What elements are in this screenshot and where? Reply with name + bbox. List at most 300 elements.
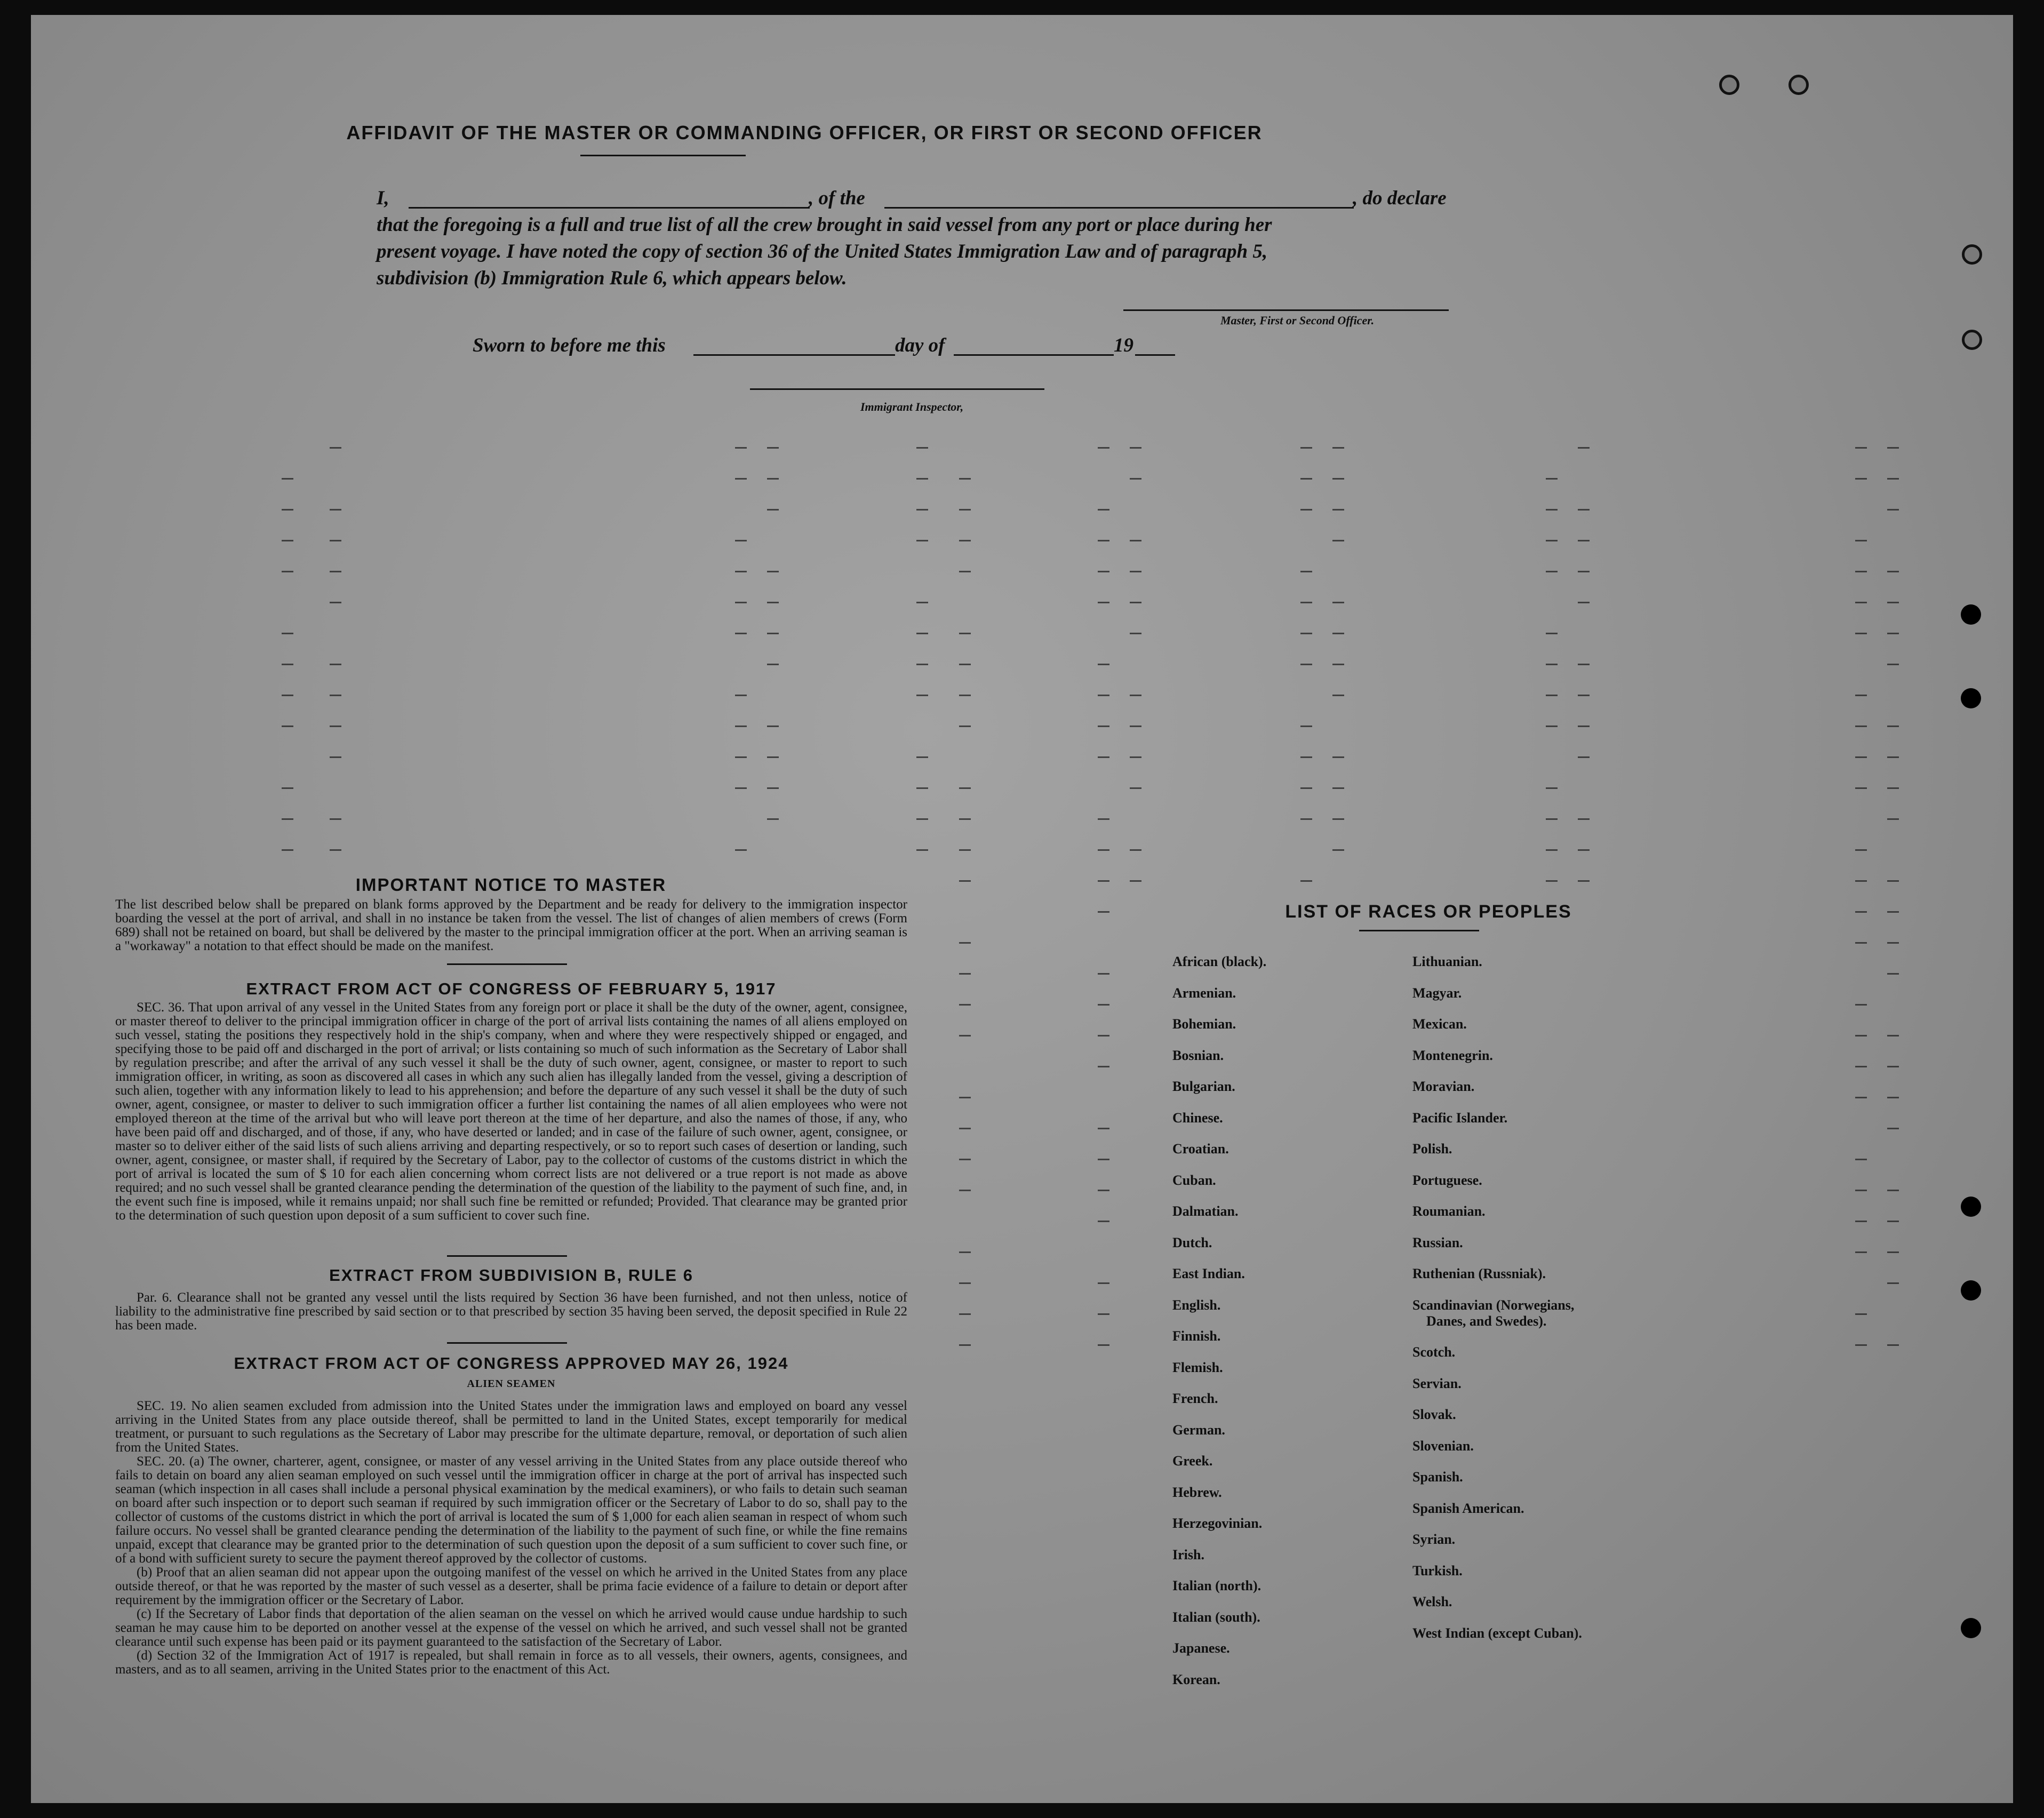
blank-entry-mark bbox=[1887, 571, 1899, 572]
blank-entry-mark bbox=[1546, 787, 1558, 789]
blank-entry-mark bbox=[1300, 725, 1312, 727]
race-item: Korean. bbox=[1172, 1671, 1220, 1687]
blank-entry-mark bbox=[735, 602, 747, 603]
blank-entry-mark bbox=[1300, 571, 1312, 572]
race-item: Cuban. bbox=[1172, 1172, 1216, 1188]
race-item: Irish. bbox=[1172, 1546, 1204, 1562]
blank-entry-mark bbox=[916, 664, 928, 665]
affidavit-line2: that the foregoing is a full and true list of all the crew brought in said vessel from any port or place during her bbox=[377, 214, 1272, 236]
race-item: Hebrew. bbox=[1172, 1484, 1222, 1500]
blank-entry-mark bbox=[916, 818, 928, 820]
blank-entry-mark bbox=[1887, 1221, 1899, 1222]
race-item: Pacific Islander. bbox=[1412, 1110, 1508, 1126]
blank-entry-mark bbox=[1578, 756, 1590, 758]
blank-entry-mark bbox=[282, 540, 293, 541]
blank-entry-mark bbox=[959, 1097, 971, 1098]
blank-entry-mark bbox=[282, 664, 293, 665]
blank-entry-mark bbox=[1300, 478, 1312, 480]
blank-entry-mark bbox=[1855, 1221, 1867, 1222]
blank-entry-mark bbox=[330, 447, 341, 449]
blank-entry-mark bbox=[1098, 911, 1109, 913]
blank-entry-mark bbox=[1098, 725, 1109, 727]
blank-entry-mark bbox=[1300, 756, 1312, 758]
name-blank-line bbox=[409, 207, 810, 209]
race-item: Ruthenian (Russniak). bbox=[1412, 1266, 1546, 1281]
race-item: Greek. bbox=[1172, 1453, 1213, 1469]
blank-entry-mark bbox=[959, 1004, 971, 1006]
blank-entry-mark bbox=[1578, 695, 1590, 696]
blank-entry-mark bbox=[1887, 1190, 1899, 1191]
blank-entry-mark bbox=[1887, 1344, 1899, 1346]
blank-entry-mark bbox=[1887, 1128, 1899, 1129]
race-item: Slovak. bbox=[1412, 1407, 1456, 1422]
blank-entry-mark bbox=[959, 1159, 971, 1160]
extract-1924-body bbox=[115, 1399, 907, 1677]
blank-entry-mark bbox=[1546, 880, 1558, 882]
race-item: Spanish American. bbox=[1412, 1500, 1524, 1516]
subdivision-title: EXTRACT FROM SUBDIVISION B, RULE 6 bbox=[329, 1266, 693, 1285]
blank-entry-mark bbox=[959, 942, 971, 944]
race-item: Dalmatian. bbox=[1172, 1203, 1239, 1219]
blank-entry-mark bbox=[1887, 880, 1899, 882]
blank-entry-mark bbox=[1887, 973, 1899, 975]
blank-entry-mark bbox=[1578, 880, 1590, 882]
race-item: Bohemian. bbox=[1172, 1016, 1236, 1032]
blank-entry-mark bbox=[1332, 447, 1344, 449]
blank-entry-mark bbox=[1578, 509, 1590, 511]
blank-entry-mark bbox=[1546, 695, 1558, 696]
blank-entry-mark bbox=[330, 540, 341, 541]
race-item: Spanish. bbox=[1412, 1469, 1463, 1485]
blank-entry-mark bbox=[1130, 880, 1141, 882]
blank-entry-mark bbox=[1887, 818, 1899, 820]
blank-entry-mark bbox=[959, 725, 971, 727]
blank-entry-mark bbox=[735, 447, 747, 449]
sworn-year-prefix: 19 bbox=[1114, 334, 1133, 356]
binder-hole bbox=[1961, 1618, 1981, 1638]
blank-entry-mark bbox=[959, 849, 971, 851]
blank-entry-mark bbox=[1855, 1344, 1867, 1346]
blank-entry-mark bbox=[1546, 664, 1558, 665]
extract-1924-title: EXTRACT FROM ACT OF CONGRESS APPROVED MAY 26, 1924 bbox=[234, 1354, 789, 1373]
blank-entry-mark bbox=[1130, 633, 1141, 634]
blank-entry-mark bbox=[1130, 447, 1141, 449]
blank-entry-mark bbox=[282, 849, 293, 851]
blank-entry-mark bbox=[1130, 540, 1141, 541]
affidavit-line4: subdivision (b) Immigration Rule 6, which appears below. bbox=[377, 267, 847, 289]
blank-entry-mark bbox=[1098, 849, 1109, 851]
blank-entry-mark bbox=[916, 602, 928, 603]
affidavit-i: I, bbox=[377, 187, 389, 209]
blank-entry-mark bbox=[1098, 1004, 1109, 1006]
binder-hole bbox=[1961, 1197, 1981, 1217]
blank-entry-mark bbox=[1098, 602, 1109, 603]
blank-entry-mark bbox=[1855, 633, 1867, 634]
blank-entry-mark bbox=[959, 633, 971, 634]
inspector-label: Immigrant Inspector, bbox=[860, 400, 964, 413]
blank-entry-mark bbox=[1578, 725, 1590, 727]
subdivision-body: Par. 6. Clearance shall not be granted any vessel until the lists required by Section 36 have been furnished, and not then unless, notice of liability to the administrative fine prescribed by said section or to that prescribed by section 35 having been served, the deposit specified in Rule 22 has been made. bbox=[115, 1290, 907, 1333]
race-item: Roumanian. bbox=[1412, 1203, 1486, 1219]
blank-entry-mark bbox=[767, 818, 779, 820]
blank-entry-mark bbox=[767, 602, 779, 603]
blank-entry-mark bbox=[330, 509, 341, 511]
sworn-prefix: Sworn to before me this bbox=[473, 334, 666, 356]
blank-entry-mark bbox=[767, 756, 779, 758]
blank-entry-mark bbox=[1855, 725, 1867, 727]
blank-entry-mark bbox=[1546, 849, 1558, 851]
notice-body: The list described below shall be prepared on blank forms approved by the Department and be ready for delivery to the immigration inspector boarding the vessel at the port of arrival, and shall in no instance be taken from the vessel. The list of changes of alien members of crews (Form 689) shall not be retained on board, but shall be delivered by the master to the principal immigration officer at the port. When an arriving seaman is a "workaway" a notation to that effect should be made on the manifest. bbox=[115, 897, 907, 953]
blank-entry-mark bbox=[916, 447, 928, 449]
blank-entry-mark bbox=[1332, 633, 1344, 634]
blank-entry-mark bbox=[330, 602, 341, 603]
race-item: Portuguese. bbox=[1412, 1172, 1482, 1188]
blank-entry-mark bbox=[1855, 571, 1867, 572]
blank-entry-mark bbox=[1855, 756, 1867, 758]
blank-entry-mark bbox=[282, 633, 293, 634]
blank-entry-mark bbox=[959, 1190, 971, 1191]
race-item: African (black). bbox=[1172, 954, 1267, 969]
blank-entry-mark bbox=[767, 478, 779, 480]
blank-entry-mark bbox=[1098, 1190, 1109, 1191]
blank-entry-mark bbox=[1300, 447, 1312, 449]
blank-entry-mark bbox=[1578, 664, 1590, 665]
blank-entry-mark bbox=[1546, 818, 1558, 820]
blank-entry-mark bbox=[1546, 571, 1558, 572]
blank-entry-mark bbox=[735, 571, 747, 572]
race-item: West Indian (except Cuban). bbox=[1412, 1625, 1582, 1641]
blank-entry-mark bbox=[1887, 1097, 1899, 1098]
blank-entry-mark bbox=[1098, 571, 1109, 572]
blank-entry-mark bbox=[1098, 1035, 1109, 1036]
race-item: Chinese. bbox=[1172, 1110, 1223, 1126]
sec-20a-paragraph: SEC. 20. (a) The owner, charterer, agent, consignee, or master of any vessel arriving in the United States from any place outside thereof who fails to detain on board any alien seaman employed on such vessel until the immigration officer in charge at the port of arrival has inspected such seaman (which inspection in all cases shall include a personal physical examination by the medical examiners), or who fails to detain such seaman on board after such inspection or to deport such seaman if required by such immigration officer or the Secretary of Labor to do so, shall pay to the collector of customs of the customs district in which the port of arrival is located the sum of $ 1,000 for each alien seaman in respect of whom such failure occurs. No vessel shall be granted clearance pending the determination of the liability to the payment of such fine, or while the fine remains unpaid, except that clearance may be granted prior to the determination of such question upon the deposit of a sum sufficient to cover such fine, or of a bond with sufficient surety to secure the payment thereof approved by the collector of customs. bbox=[115, 1454, 907, 1566]
race-item: Russian. bbox=[1412, 1234, 1463, 1250]
blank-entry-mark bbox=[959, 1282, 971, 1284]
blank-entry-mark bbox=[959, 664, 971, 665]
blank-entry-mark bbox=[1546, 633, 1558, 634]
blank-entry-mark bbox=[1130, 571, 1141, 572]
race-item: Scandinavian (Norwegians, Danes, and Swedes). bbox=[1412, 1297, 1575, 1329]
blank-entry-mark bbox=[916, 478, 928, 480]
blank-entry-mark bbox=[735, 849, 747, 851]
blank-entry-mark bbox=[735, 478, 747, 480]
race-item: Magyar. bbox=[1412, 985, 1462, 1001]
divider bbox=[447, 963, 567, 965]
race-item: Welsh. bbox=[1412, 1594, 1452, 1609]
affidavit-title: AFFIDAVIT OF THE MASTER OR COMMANDING OFFICER, OR FIRST OR SECOND OFFICER bbox=[346, 122, 1263, 143]
blank-entry-mark bbox=[1098, 818, 1109, 820]
blank-entry-mark bbox=[916, 633, 928, 634]
race-item: Dutch. bbox=[1172, 1234, 1212, 1250]
race-item: Lithuanian. bbox=[1412, 954, 1482, 969]
blank-entry-mark bbox=[916, 849, 928, 851]
blank-entry-mark bbox=[1332, 602, 1344, 603]
blank-entry-mark bbox=[735, 540, 747, 541]
extract-1924-subtitle: ALIEN SEAMEN bbox=[467, 1378, 556, 1390]
blank-entry-mark bbox=[1855, 695, 1867, 696]
blank-entry-mark bbox=[959, 880, 971, 882]
race-item: Italian (north). bbox=[1172, 1578, 1261, 1593]
blank-entry-mark bbox=[1098, 1128, 1109, 1129]
master-signature-line bbox=[1123, 309, 1449, 311]
blank-entry-mark bbox=[1855, 942, 1867, 944]
blank-entry-mark bbox=[1855, 1097, 1867, 1098]
blank-entry-mark bbox=[1578, 602, 1590, 603]
blank-entry-mark bbox=[1300, 602, 1312, 603]
blank-entry-mark bbox=[1098, 880, 1109, 882]
blank-entry-mark bbox=[959, 540, 971, 541]
race-item: Armenian. bbox=[1172, 985, 1236, 1001]
divider bbox=[447, 1342, 567, 1344]
blank-entry-mark bbox=[1887, 725, 1899, 727]
blank-entry-mark bbox=[282, 509, 293, 511]
blank-entry-mark bbox=[1887, 942, 1899, 944]
blank-entry-mark bbox=[282, 818, 293, 820]
sec-20d-paragraph: (d) Section 32 of the Immigration Act of 1917 is repealed, but shall remain in force as to all vessels, their owners, agents, consignees, and masters, and as to all seamen, arriving in the United States prior to the enactment of this Act. bbox=[115, 1648, 907, 1677]
blank-entry-mark bbox=[959, 571, 971, 572]
blank-entry-mark bbox=[959, 818, 971, 820]
blank-entry-mark bbox=[282, 695, 293, 696]
inspector-signature-line bbox=[750, 388, 1044, 390]
blank-entry-mark bbox=[1098, 1066, 1109, 1067]
blank-entry-mark bbox=[1098, 1344, 1109, 1346]
blank-entry-mark bbox=[916, 695, 928, 696]
blank-entry-mark bbox=[767, 571, 779, 572]
blank-entry-mark bbox=[767, 633, 779, 634]
blank-entry-mark bbox=[1332, 540, 1344, 541]
race-item: Syrian. bbox=[1412, 1532, 1456, 1547]
blank-entry-mark bbox=[1098, 1221, 1109, 1222]
blank-entry-mark bbox=[1098, 509, 1109, 511]
blank-entry-mark bbox=[767, 787, 779, 789]
race-item: Croatian. bbox=[1172, 1141, 1229, 1157]
blank-entry-mark bbox=[1578, 571, 1590, 572]
blank-entry-mark bbox=[1098, 664, 1109, 665]
blank-entry-mark bbox=[1332, 478, 1344, 480]
blank-entry-mark bbox=[1130, 602, 1141, 603]
blank-entry-mark bbox=[1546, 478, 1558, 480]
blank-entry-mark bbox=[1300, 880, 1312, 882]
blank-entry-mark bbox=[1855, 1251, 1867, 1253]
blank-entry-mark bbox=[1855, 1004, 1867, 1006]
binder-hole bbox=[1961, 688, 1981, 708]
blank-entry-mark bbox=[735, 725, 747, 727]
blank-entry-mark bbox=[767, 725, 779, 727]
blank-entry-mark bbox=[959, 1128, 971, 1129]
binder-hole bbox=[1961, 604, 1981, 625]
blank-entry-mark bbox=[1887, 1035, 1899, 1036]
race-item: Finnish. bbox=[1172, 1328, 1221, 1344]
affidavit-declare: , do declare bbox=[1353, 187, 1447, 209]
blank-entry-mark bbox=[959, 509, 971, 511]
blank-entry-mark bbox=[1300, 818, 1312, 820]
blank-entry-mark bbox=[330, 818, 341, 820]
blank-entry-mark bbox=[959, 1313, 971, 1315]
blank-entry-mark bbox=[1855, 540, 1867, 541]
blank-entry-mark bbox=[1887, 509, 1899, 511]
race-item: Moravian. bbox=[1412, 1079, 1475, 1094]
blank-entry-mark bbox=[1887, 447, 1899, 449]
blank-entry-mark bbox=[767, 664, 779, 665]
blank-entry-mark bbox=[1098, 1313, 1109, 1315]
blank-entry-mark bbox=[1887, 633, 1899, 634]
blank-entry-mark bbox=[1332, 849, 1344, 851]
blank-entry-mark bbox=[282, 478, 293, 480]
binder-hole bbox=[1962, 330, 1982, 350]
race-item: Polish. bbox=[1412, 1141, 1452, 1157]
blank-entry-mark bbox=[1578, 818, 1590, 820]
blank-entry-mark bbox=[1887, 1282, 1899, 1284]
blank-entry-mark bbox=[1130, 849, 1141, 851]
blank-entry-mark bbox=[1887, 1251, 1899, 1253]
blank-entry-mark bbox=[916, 756, 928, 758]
race-item: Servian. bbox=[1412, 1375, 1462, 1391]
binder-hole bbox=[1961, 1280, 1981, 1301]
binder-hole bbox=[1962, 244, 1982, 265]
vessel-blank-line bbox=[884, 207, 1354, 209]
blank-entry-mark bbox=[1546, 725, 1558, 727]
divider bbox=[1359, 930, 1479, 931]
blank-entry-mark bbox=[735, 695, 747, 696]
blank-entry-mark bbox=[1130, 756, 1141, 758]
blank-entry-mark bbox=[1887, 478, 1899, 480]
blank-entry-mark bbox=[1130, 787, 1141, 789]
blank-entry-mark bbox=[1098, 540, 1109, 541]
notice-title: IMPORTANT NOTICE TO MASTER bbox=[355, 875, 667, 895]
blank-entry-mark bbox=[959, 695, 971, 696]
blank-entry-mark bbox=[1300, 787, 1312, 789]
master-label: Master, First or Second Officer. bbox=[1220, 314, 1375, 327]
blank-entry-mark bbox=[1332, 787, 1344, 789]
extract-1917-title: EXTRACT FROM ACT OF CONGRESS OF FEBRUARY 5, 1917 bbox=[246, 979, 777, 998]
blank-entry-mark bbox=[1887, 756, 1899, 758]
race-item: French. bbox=[1172, 1391, 1218, 1406]
blank-entry-mark bbox=[1098, 1282, 1109, 1284]
blank-entry-mark bbox=[1578, 447, 1590, 449]
sec-20c-paragraph: (c) If the Secretary of Labor finds that deportation of the alien seaman on the vessel on which he arrived would cause undue hardship to such seaman he may cause him to be deported on another vessel at the expense of the vessel on which he arrived, and such vessel shall not be granted clearance until such expense has been paid or its payment guaranteed to the satisfaction of the Secretary of Labor. bbox=[115, 1607, 907, 1649]
blank-entry-mark bbox=[916, 787, 928, 789]
blank-entry-mark bbox=[959, 973, 971, 975]
blank-entry-mark bbox=[1855, 1190, 1867, 1191]
race-item: Slovenian. bbox=[1412, 1438, 1474, 1454]
blank-entry-mark bbox=[767, 509, 779, 511]
blank-entry-mark bbox=[330, 849, 341, 851]
blank-entry-mark bbox=[1855, 602, 1867, 603]
blank-entry-mark bbox=[1887, 602, 1899, 603]
divider bbox=[447, 1255, 567, 1257]
blank-entry-mark bbox=[959, 787, 971, 789]
blank-entry-mark bbox=[1887, 664, 1899, 665]
race-item: Montenegrin. bbox=[1412, 1047, 1493, 1063]
sworn-day-label: day of bbox=[895, 334, 945, 356]
affidavit-of-the: , of the bbox=[809, 187, 865, 209]
blank-entry-mark bbox=[767, 447, 779, 449]
race-item: Mexican. bbox=[1412, 1016, 1467, 1032]
blank-entry-mark bbox=[959, 478, 971, 480]
blank-entry-mark bbox=[1887, 911, 1899, 913]
blank-entry-mark bbox=[1300, 664, 1312, 665]
blank-entry-mark bbox=[1300, 633, 1312, 634]
races-title: LIST OF RACES OR PEOPLES bbox=[1285, 902, 1572, 922]
blank-entry-mark bbox=[1855, 880, 1867, 882]
blank-entry-mark bbox=[1855, 1066, 1867, 1067]
race-item: Herzegovinian. bbox=[1172, 1516, 1263, 1531]
blank-entry-mark bbox=[1887, 787, 1899, 789]
blank-entry-mark bbox=[1855, 1313, 1867, 1315]
binder-hole bbox=[1788, 75, 1809, 95]
race-item: Turkish. bbox=[1412, 1562, 1463, 1578]
manifest-sheet bbox=[31, 15, 2013, 1803]
blank-entry-mark bbox=[735, 756, 747, 758]
race-item: Flemish. bbox=[1172, 1359, 1223, 1375]
blank-entry-mark bbox=[1130, 725, 1141, 727]
race-item: East Indian. bbox=[1172, 1266, 1245, 1281]
race-item: Bosnian. bbox=[1172, 1047, 1224, 1063]
blank-entry-mark bbox=[735, 633, 747, 634]
blank-entry-mark bbox=[282, 787, 293, 789]
blank-entry-mark bbox=[1546, 540, 1558, 541]
blank-entry-mark bbox=[916, 509, 928, 511]
blank-entry-mark bbox=[959, 1344, 971, 1346]
blank-entry-mark bbox=[282, 571, 293, 572]
blank-entry-mark bbox=[1855, 447, 1867, 449]
blank-entry-mark bbox=[1098, 1159, 1109, 1160]
sec-20b-paragraph: (b) Proof that an alien seaman did not appear upon the outgoing manifest of the vessel on which he arrived in the United States from any place outside thereof, or that he was reported by the master of such vessel as a deserter, shall be prima facie evidence of a failure to detain or deport after requirement by the immigration officer or the Secretary of Labor. bbox=[115, 1565, 907, 1607]
blank-entry-mark bbox=[1130, 695, 1141, 696]
blank-entry-mark bbox=[1332, 818, 1344, 820]
blank-entry-mark bbox=[1332, 509, 1344, 511]
sworn-month-blank bbox=[954, 354, 1114, 356]
binder-hole bbox=[1719, 75, 1739, 95]
blank-entry-mark bbox=[916, 540, 928, 541]
blank-entry-mark bbox=[1098, 973, 1109, 975]
blank-entry-mark bbox=[735, 787, 747, 789]
blank-entry-mark bbox=[1855, 1159, 1867, 1160]
blank-entry-mark bbox=[1332, 695, 1344, 696]
blank-entry-mark bbox=[1887, 1066, 1899, 1067]
blank-entry-mark bbox=[330, 695, 341, 696]
blank-entry-mark bbox=[1855, 478, 1867, 480]
race-item: Italian (south). bbox=[1172, 1609, 1260, 1625]
blank-entry-mark bbox=[330, 664, 341, 665]
blank-entry-mark bbox=[1855, 849, 1867, 851]
sec-19-paragraph: SEC. 19. No alien seamen excluded from admission into the United States under the immigration laws and employed on board any vessel arriving in the United States from any place outside thereof, shall be permitted to land in the United States, except temporarily for medical treatment, or pursuant to such regulations as the Secretary of Labor may prescribe for the ultimate departure, removal, or deportation of such alien from the United States. bbox=[115, 1399, 907, 1455]
race-item: Japanese. bbox=[1172, 1640, 1230, 1656]
blank-entry-mark bbox=[1130, 478, 1141, 480]
blank-entry-mark bbox=[330, 756, 341, 758]
blank-entry-mark bbox=[959, 1251, 971, 1253]
blank-entry-mark bbox=[1098, 447, 1109, 449]
blank-entry-mark bbox=[1855, 1035, 1867, 1036]
blank-entry-mark bbox=[1855, 911, 1867, 913]
sworn-year-blank bbox=[1135, 354, 1175, 356]
blank-entry-mark bbox=[1098, 695, 1109, 696]
blank-entry-mark bbox=[1855, 787, 1867, 789]
blank-entry-mark bbox=[282, 725, 293, 727]
blank-entry-mark bbox=[1332, 664, 1344, 665]
race-item: Scotch. bbox=[1412, 1344, 1456, 1360]
blank-entry-mark bbox=[1578, 540, 1590, 541]
blank-entry-mark bbox=[959, 1035, 971, 1036]
sworn-day-blank bbox=[693, 354, 895, 356]
blank-entry-mark bbox=[1332, 756, 1344, 758]
blank-entry-mark bbox=[330, 571, 341, 572]
race-item: German. bbox=[1172, 1422, 1225, 1438]
blank-entry-mark bbox=[330, 725, 341, 727]
extract-1917-body: SEC. 36. That upon arrival of any vessel in the United States from any foreign port or place it shall be the duty of the owner, agent, consignee, or master thereof to deliver to the principal immigration officer in charge of the port of arrival lists containing the names of all aliens employed on such vessel, stating the positions they respectively hold in the ship's company, when and where they were respectively shipped or engaged, and specifying those to be paid off and discharged in the port of arrival; or lists containing so much of such information as the Secretary of Labor shall by regulation prescribe; and after the arrival of any such vessel it shall be the duty of such owner, agent, consignee, or master to report to such immigration officer, in writing, as soon as discovered all cases in which any such alien has illegally landed from the vessel, giving a description of such alien, together with any information likely to lead to his apprehension; and before the departure of any such vessel it shall be the duty of such owner, agent, consignee, or master to deliver to such immigration officer a further list containing the names of all alien employees who were not employed thereon at the time of the arrival but who will leave port thereon at the time of her departure, and also the names of those, if any, who have been paid off and discharged, and of those, if any, who have deserted or landed; and in case of the failure of such owner, agent, consignee, or master so to deliver either of the said lists of such aliens arriving and departing respectively, or so to report such cases of desertion or landing, such owner, agent, consignee, or master shall, if required by the Secretary of Labor, pay to the collector of customs of the customs district in which the port of arrival is located the sum of $ 10 for each alien concerning whom correct lists are not delivered or a true report is not made as above required; and no such vessel shall be granted clearance pending the determination of the question of the liability to the payment of such fine, and, in the event such fine is imposed, while it remains unpaid; nor shall such fine be remitted or refunded; Provided. That clearance may be granted prior to the determination of such question upon deposit of a sum sufficient to cover such fine. bbox=[115, 1000, 907, 1223]
race-item: English. bbox=[1172, 1297, 1221, 1313]
